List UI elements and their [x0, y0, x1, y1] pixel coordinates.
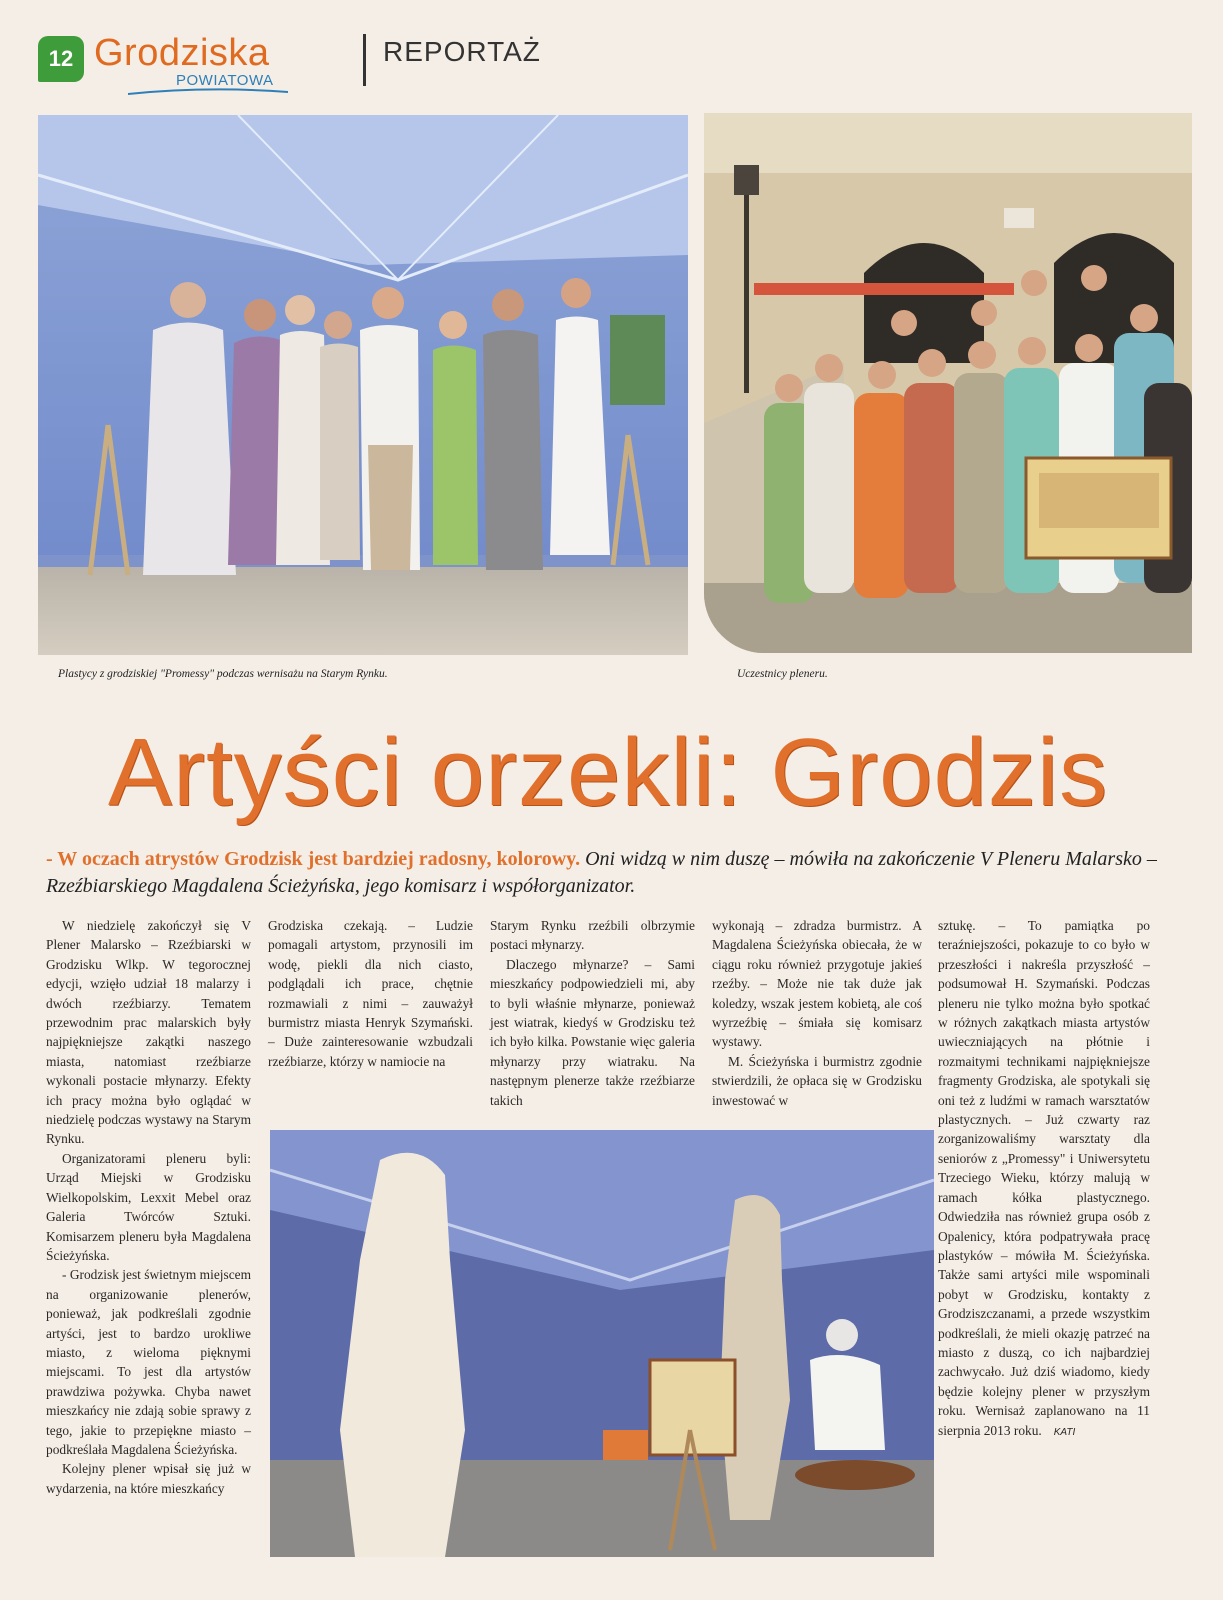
lead-rest: Oni widzą w nim duszę – mówiła na zakończenie V Pleneru Malarsko – Rzeźbiarskiego Magdalena Ścieżyńska, jego komisarz i współorganizator.: [46, 848, 1157, 897]
paragraph: Organizatorami pleneru byli: Urząd Miejski w Grodzisku Wielkopolskim, Lexxit Mebel oraz Galeria Twórców Sztuki. Komisarzem pleneru była Magdalena Ścieżyńska.: [46, 1150, 251, 1263]
paragraph: [938, 916, 1150, 1442]
article-lead: [46, 846, 1186, 900]
section-title: REPORTAŻ: [383, 36, 541, 67]
page-number-badge: 12: [38, 36, 84, 82]
paragraph: - Grodzisk jest świetnym miejscem na organizowanie plenerów, ponieważ, jak podkreślali zgodnie artyści, jest to bardzo urokliwe miasto, z wieloma pięknymi miejscami. To jest dla artystów prawdziwa pożywka. Chyba nawet mieszkańcy nie zdają sobie sprawy z tego, jakie to przepiękne miasto – podkreślała Magdalena Ścieżyńska.: [46, 1267, 251, 1457]
photo2-caption: Uczestnicy pleneru.: [737, 668, 828, 680]
author-signature: KATI: [1053, 1426, 1076, 1438]
paragraph: Starym Rynku rzeźbili olbrzymie postaci młynarzy.: [490, 918, 695, 953]
paragraph: Grodziska czekają. – Ludzie pomagali artystom, przynosili im wodę, piekli dla nich ciasto, podglądali ich prace, chętnie rozmawiali z nimi – zauważył burmistrz miasta Henryk Szymański. – Duże zainteresowanie wzbudzali rzeźbiarze, którzy w namiocie na: [268, 918, 473, 1069]
photo-group-town-hall: [704, 113, 1192, 653]
paragraph: Kolejny plener wpisał się już w wydarzenia, na które mieszkańcy: [46, 1461, 251, 1496]
article-column-4: [712, 916, 922, 1110]
brand-logo: Grodziska: [94, 32, 270, 74]
article-column-5: [938, 916, 1150, 1442]
article-column-2: [268, 916, 473, 1071]
header-divider: [363, 34, 366, 86]
photo1-caption: Plastycy z grodziskiej "Promessy" podczas wernisażu na Starym Rynku.: [58, 668, 388, 680]
lead-highlight: - W oczach atrystów Grodzisk jest bardziej radosny, kolorowy.: [46, 848, 581, 870]
brand-subtitle: POWIATOWA: [176, 72, 274, 89]
article-column-1: [46, 916, 251, 1498]
paragraph: W niedzielę zakończył się V Plener Malarsko – Rzeźbiarski w Grodzisku Wlkp. W tegorocznej edycji, wzięło udział 18 malarzy i dwóch rzeźbiarzy. Tematem przewodnim prac malarskich były najpiękniejsze zakątki naszego miasta, natomiast rzeźbiarze wykonali postacie młynarzy. Efekty ich pracy można było oglądać w niedzielę podczas wystawy na Starym Rynku.: [46, 918, 251, 1147]
article-column-3: [490, 916, 695, 1110]
paragraph: wykonają – zdradza burmistrz. A Magdalena Ścieżyńska obiecała, że w ciągu roku również przygotuje jakieś rzeźby. – Może nie tak duże jak koledzy, wszak jestem kobietą, ale coś wyrzeźbię – śmiała się komisarz wystawy.: [712, 918, 922, 1050]
photo-artists-tent: [38, 115, 688, 655]
logo-swoosh-icon: [128, 88, 288, 96]
paragraph: Dlaczego młynarze? – Sami mieszkańcy podpowiedzieli mi, aby to byli właśnie młynarze, ponieważ jest wiatrak, kiedyś w Grodzisku też ich było kilka. Powstanie więc galeria młynarzy przy wiatraku. Na następnym plenerze także rzeźbiarze takich: [490, 956, 695, 1108]
photo-sculptures-tent: [270, 1130, 934, 1557]
masthead: [38, 28, 638, 98]
paragraph: M. Ścieżyńska i burmistrz zgodnie stwierdzili, że opłaca się w Grodzisku inwestować w: [712, 1053, 922, 1108]
paragraph-text: sztukę. – To pamiątka po teraźniejszości, pokazuje to co było w przeszłości i nakreśla przyszłość – podsumował H. Szymański. Podczas pleneru nie tylko można było spotkać w różnych zakątkach miasta artystów uwieczniających na płótnie i rozmaitymi technikami najpiękniejsze fragmenty Grodziska, ale spotykali się oni też z ludźmi w ramach warsztatów plastycznych. – Już czwarty raz zorganizowaliśmy warsztaty dla seniorów z „Promessy" i Uniwersytetu Trzeciego Wieku, którzy malują w ramach kółka plastycznego. Odwiedziła nas również grupa osób z Opalenicy, która podpatrywała pracę plastyków – mówiła M. Ścieżyńska. Także sami artyści mile wspominali pobyt w Grodzisku, kontakty z Grodziszczanami, a przede wszystkim podkreślali, że mieli okazję patrzeć na miasto z duszą, co ich najbardziej zachwycało. Już dziś wiadomo, kiedy będzie kolejny plener w przyszłym roku. Wernisaż zaplanowano na 11 sierpnia 2013 roku.: [938, 918, 1150, 1438]
article-headline: Artyści orzekli: Grodzis: [108, 719, 1109, 826]
